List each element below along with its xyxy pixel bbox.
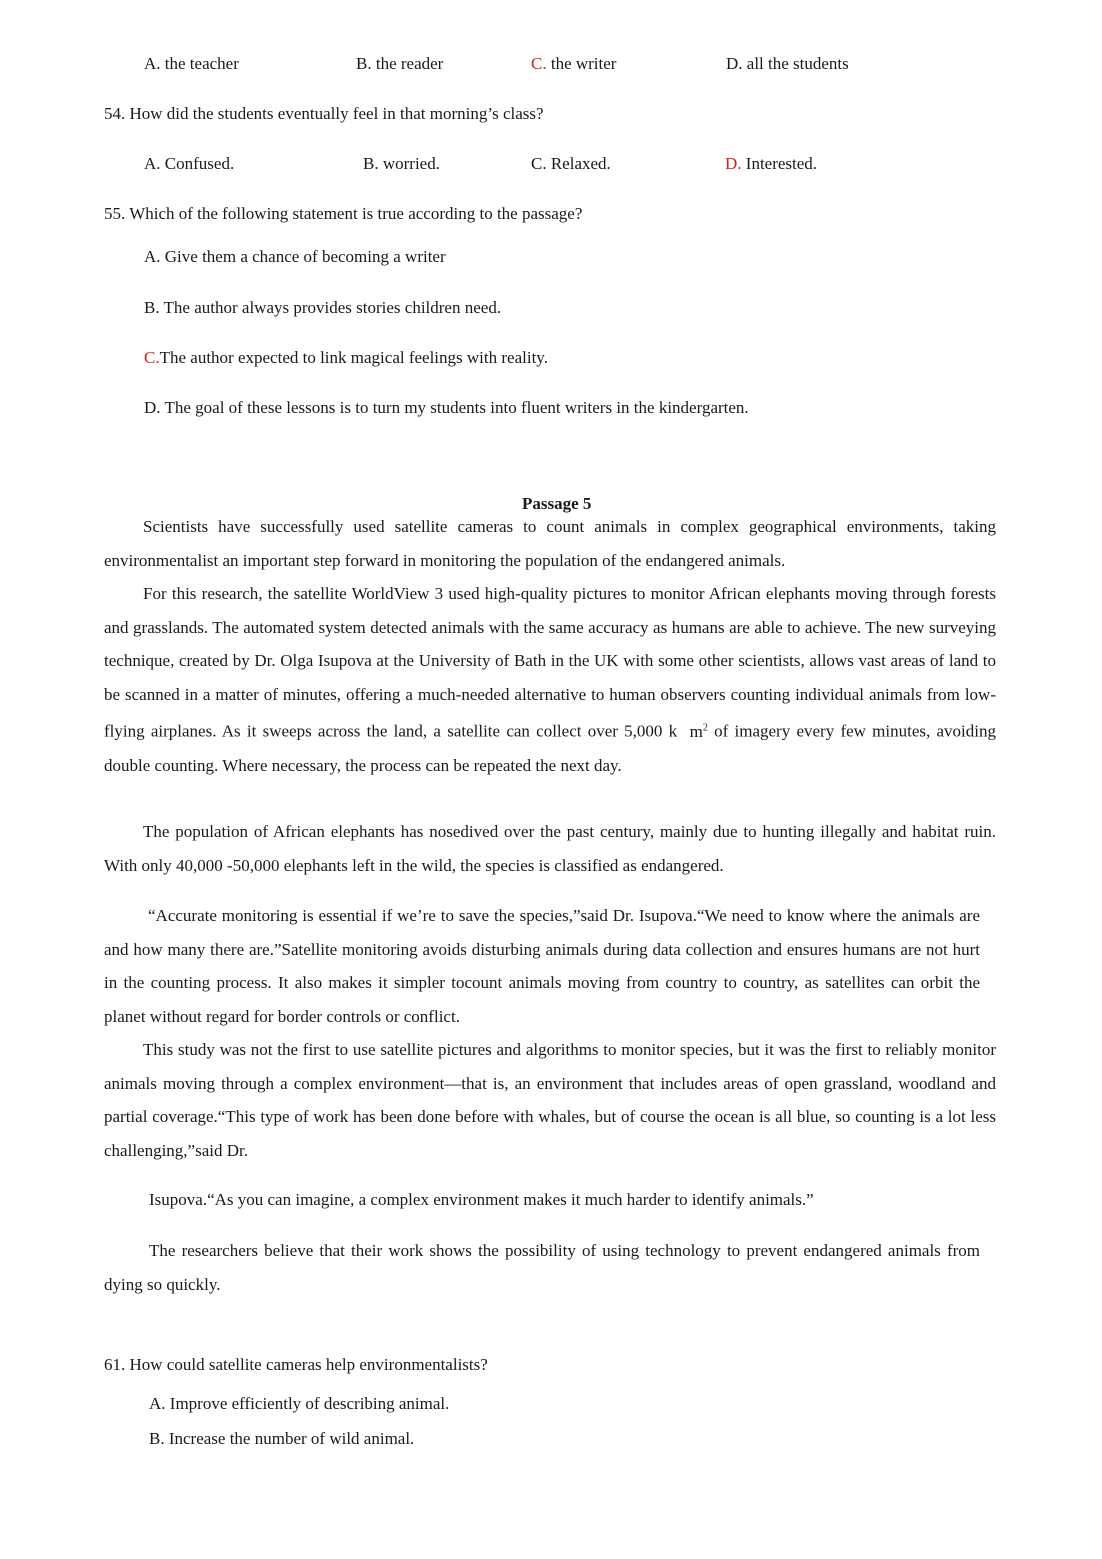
option-text: Improve efficiently of describing animal.	[165, 1394, 450, 1413]
option-letter: A.	[144, 154, 161, 173]
q54-question: 54. How did the students eventually feel in that morning’s class?	[104, 104, 544, 123]
passage-paragraph-3: The population of African elephants has nosedived over the past century, mainly due to hunting illegally and habitat ruin. With only 40,000 -50,000 elephants left in the wild, the species is classified as endangered.	[104, 822, 996, 875]
q54-option-d-answer	[725, 154, 817, 174]
option-text: The author expected to link magical feelings with reality.	[159, 348, 548, 367]
option-text: The goal of these lessons is to turn my students into fluent writers in the kindergarten.	[160, 398, 749, 417]
option-text: the teacher	[160, 54, 239, 73]
option-letter: B.	[149, 1429, 165, 1448]
q61-option-b	[149, 1429, 414, 1449]
q53-option-a	[144, 54, 239, 74]
option-text: the reader	[371, 54, 444, 73]
option-text: all the students	[742, 54, 849, 73]
answer-letter: C.	[531, 54, 547, 73]
option-letter: D.	[726, 54, 743, 73]
unit-km2: $m^2$	[689, 722, 708, 742]
option-letter: A.	[149, 1394, 166, 1413]
passage-paragraph-5: This study was not the first to use satellite pictures and algorithms to monitor species, but it was the first to reliably monitor animals moving through a complex environment—that is, an environment that includes areas of open grassland, woodland and partial coverage.“This type of work has been done before with whales, but of course the ocean is all blue, so counting is a lot less challenging,”said Dr.	[104, 1040, 996, 1160]
option-letter: A.	[144, 54, 161, 73]
passage-paragraph-4: “Accurate monitoring is essential if we’re to save the species,”said Dr. Isupova.“We need to know where the animals are and how many there are.”Satellite monitoring avoids disturbing animals during data collection and ensures humans are not hurt in the counting process. It also makes it simpler tocount animals moving from country to country, as satellites can orbit the planet without regard for border controls or conflict.	[104, 906, 980, 1026]
option-text: The author always provides stories children need.	[159, 298, 502, 317]
answer-letter: C.	[144, 348, 160, 367]
q55-option-b	[144, 298, 501, 318]
option-letter: B.	[144, 298, 160, 317]
answer-letter: D.	[725, 154, 742, 173]
q61-option-a	[149, 1394, 449, 1414]
option-letter: D.	[144, 398, 161, 417]
option-text: Increase the number of wild animal.	[164, 1429, 415, 1448]
passage-title: Passage 5	[522, 494, 592, 513]
q55-option-d	[144, 398, 749, 418]
q61-question: 61. How could satellite cameras help environmentalists?	[104, 1355, 488, 1374]
passage-paragraph-7: The researchers believe that their work shows the possibility of using technology to prevent endangered animals from dying so quickly.	[104, 1241, 980, 1294]
q53-option-d	[726, 54, 849, 74]
q55-option-c-answer	[144, 348, 548, 368]
q53-option-c-answer	[531, 54, 616, 74]
option-letter: A.	[144, 247, 161, 266]
q55-option-a	[144, 247, 446, 267]
option-text: Relaxed.	[546, 154, 611, 173]
q54-option-b	[363, 154, 440, 174]
q54-option-a	[144, 154, 234, 174]
q53-option-b	[356, 54, 443, 74]
passage-paragraph-6: Isupova.“As you can imagine, a complex environment makes it much harder to identify animals.”	[149, 1190, 814, 1209]
passage-paragraph-1: Scientists have successfully used satellite cameras to count animals in complex geographical environments, taking environmentalist an important step forward in monitoring the population of the endangered animals.	[104, 517, 996, 570]
option-text: Give them a chance of becoming a writer	[160, 247, 446, 266]
option-text: Interested.	[741, 154, 818, 173]
q55-question: 55. Which of the following statement is true according to the passage?	[104, 204, 583, 223]
option-text: the writer	[546, 54, 617, 73]
q54-option-c	[531, 154, 611, 174]
option-letter: C.	[531, 154, 547, 173]
passage-paragraph-2: For this research, the satellite WorldView 3 used high-quality pictures to monitor African elephants moving through forests and grasslands. The automated system detected animals with the same accuracy as humans are able to achieve. The new surveying technique, created by Dr. Olga Isupova at the University of Bath in the UK with some other scientists, allows vast areas of land to be scanned in a matter of minutes, offering a much-needed alternative to human observers counting individual animals from low-flying airplanes. As it sweeps across the land, a satellite can collect over 5,000 k $m^2$ of imagery every few minutes, avoiding double counting. Where necessary, the process can be repeated the next day.	[104, 584, 996, 775]
option-text: worried.	[378, 154, 440, 173]
option-text: Confused.	[160, 154, 235, 173]
option-letter: B.	[356, 54, 372, 73]
option-letter: B.	[363, 154, 379, 173]
